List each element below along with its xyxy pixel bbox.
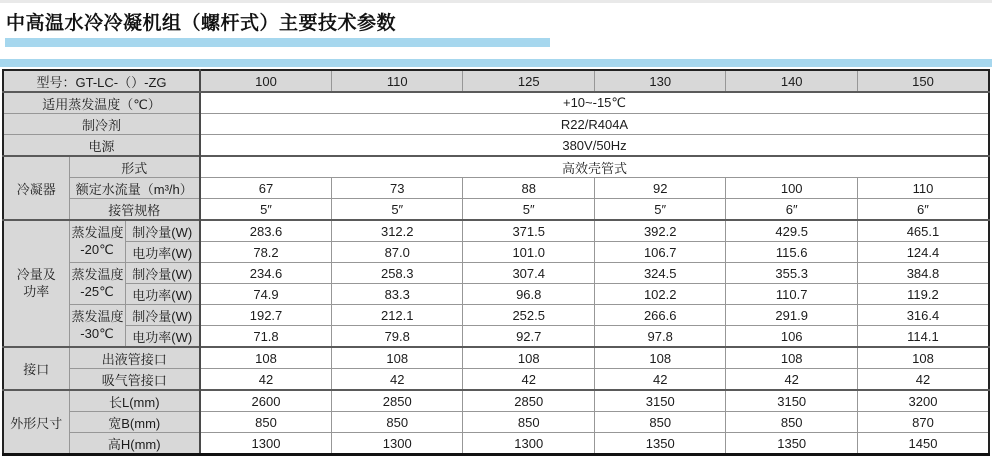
spec-label-cell: 接管规格 [69, 199, 200, 221]
spec-label-cell: 电功率(W) [125, 284, 200, 305]
spec-value-cell: 110 [857, 178, 989, 199]
spec-value-cell: 110.7 [726, 284, 857, 305]
spec-value-cell: 266.6 [594, 305, 725, 326]
spec-label-cell: 制冷剂 [3, 114, 200, 135]
spec-value-cell: 850 [332, 412, 463, 433]
spec-value-cell: 71.8 [200, 326, 331, 348]
model-col-header: 110 [332, 70, 463, 92]
spec-value-cell: 465.1 [857, 220, 989, 242]
spec-value-cell: 42 [463, 369, 594, 391]
spec-value-cell: 192.7 [200, 305, 331, 326]
evap-temp-value: -25℃ [80, 283, 114, 299]
spec-value-cell: 83.3 [332, 284, 463, 305]
spec-label-cell: 制冷量(W) [125, 305, 200, 326]
top-edge-strip [0, 0, 992, 3]
spec-value-cell: 88 [463, 178, 594, 199]
spec-value-cell: 850 [463, 412, 594, 433]
spec-value-cell: 2600 [200, 390, 331, 412]
spec-value-cell: 87.0 [332, 242, 463, 263]
evap-temp-value: -30℃ [80, 325, 114, 341]
spec-value-cell: 1300 [200, 433, 331, 455]
model-col-header: 130 [594, 70, 725, 92]
spec-value-cell: 5″ [200, 199, 331, 221]
spec-value-cell: 850 [726, 412, 857, 433]
spec-value-span: 380V/50Hz [200, 135, 989, 157]
spec-value-cell: 870 [857, 412, 989, 433]
spec-value-cell: 5″ [594, 199, 725, 221]
model-label: 型号：GT-LC-（）-ZG [3, 70, 200, 92]
spec-value-cell: 371.5 [463, 220, 594, 242]
spec-label-cell: 高H(mm) [69, 433, 200, 455]
group-label-connections: 接口 [3, 347, 69, 390]
spec-value-cell: 42 [594, 369, 725, 391]
spec-value-cell: 74.9 [200, 284, 331, 305]
spec-label-cell: 长L(mm) [69, 390, 200, 412]
evap-temp-caption: 蒸发温度 [71, 267, 124, 283]
spec-value-cell: 307.4 [463, 263, 594, 284]
evap-temp-cell [69, 305, 125, 348]
spec-value-cell: 96.8 [463, 284, 594, 305]
spec-label-cell: 适用蒸发温度（℃） [3, 92, 200, 114]
spec-value-cell: 324.5 [594, 263, 725, 284]
spec-value-cell: 355.3 [726, 263, 857, 284]
spec-value-cell: 850 [200, 412, 331, 433]
spec-value-span: 高效壳管式 [200, 156, 989, 178]
spec-value-cell: 78.2 [200, 242, 331, 263]
spec-value-cell: 42 [200, 369, 331, 391]
spec-value-cell: 106 [726, 326, 857, 348]
spec-value-cell: 73 [332, 178, 463, 199]
spec-value-cell: 252.5 [463, 305, 594, 326]
spec-label-cell: 电功率(W) [125, 242, 200, 263]
spec-value-cell: 3200 [857, 390, 989, 412]
spec-value-cell: 312.2 [332, 220, 463, 242]
spec-label-cell: 制冷量(W) [125, 220, 200, 242]
spec-value-cell: 316.4 [857, 305, 989, 326]
spec-value-cell: 42 [726, 369, 857, 391]
spec-value-cell: 3150 [594, 390, 725, 412]
spec-value-cell: 101.0 [463, 242, 594, 263]
spec-label-cell: 吸气管接口 [69, 369, 200, 391]
group-label-line: 功率 [23, 283, 50, 299]
spec-value-cell: 124.4 [857, 242, 989, 263]
spec-value-cell: 212.1 [332, 305, 463, 326]
spec-value-cell: 2850 [332, 390, 463, 412]
evap-temp-cell [69, 220, 125, 263]
spec-value-cell: 1350 [726, 433, 857, 455]
spec-label-cell: 电源 [3, 135, 200, 157]
spec-label-cell: 出液管接口 [69, 347, 200, 369]
spec-value-cell: 97.8 [594, 326, 725, 348]
section-divider-bar [0, 59, 992, 67]
spec-value-cell: 119.2 [857, 284, 989, 305]
spec-label-cell: 额定水流量（m³/h） [69, 178, 200, 199]
spec-value-cell: 3150 [726, 390, 857, 412]
spec-value-cell: 6″ [857, 199, 989, 221]
page-title: 中高温水冷冷凝机组（螺杆式）主要技术参数 [6, 13, 397, 34]
spec-value-cell: 5″ [463, 199, 594, 221]
spec-table [2, 69, 990, 456]
spec-value-cell: 92.7 [463, 326, 594, 348]
spec-value-cell: 115.6 [726, 242, 857, 263]
spec-value-cell: 429.5 [726, 220, 857, 242]
model-col-header: 125 [463, 70, 594, 92]
group-label-line: 冷量及 [16, 267, 56, 283]
spec-value-cell: 234.6 [200, 263, 331, 284]
spec-value-cell: 100 [726, 178, 857, 199]
evap-temp-value: -20℃ [80, 241, 114, 257]
model-col-header: 100 [200, 70, 331, 92]
spec-value-cell: 108 [726, 347, 857, 369]
spec-value-cell: 283.6 [200, 220, 331, 242]
spec-label-cell: 宽B(mm) [69, 412, 200, 433]
spec-value-cell: 384.8 [857, 263, 989, 284]
spec-value-cell: 1300 [332, 433, 463, 455]
spec-value-cell: 850 [594, 412, 725, 433]
title-underline-bar [5, 38, 550, 47]
spec-label-cell: 制冷量(W) [125, 263, 200, 284]
spec-value-cell: 108 [857, 347, 989, 369]
spec-value-span: +10~-15℃ [200, 92, 989, 114]
spec-label-cell: 电功率(W) [125, 326, 200, 348]
group-label-dimensions: 外形尺寸 [3, 390, 69, 455]
spec-value-span: R22/R404A [200, 114, 989, 135]
evap-temp-caption: 蒸发温度 [71, 309, 124, 325]
spec-value-cell: 1350 [594, 433, 725, 455]
evap-temp-caption: 蒸发温度 [71, 225, 124, 241]
spec-value-cell: 42 [332, 369, 463, 391]
spec-value-cell: 79.8 [332, 326, 463, 348]
spec-value-cell: 392.2 [594, 220, 725, 242]
spec-value-cell: 108 [594, 347, 725, 369]
spec-value-cell: 108 [332, 347, 463, 369]
spec-value-cell: 6″ [726, 199, 857, 221]
spec-value-cell: 67 [200, 178, 331, 199]
spec-value-cell: 92 [594, 178, 725, 199]
spec-value-cell: 5″ [332, 199, 463, 221]
spec-value-cell: 1300 [463, 433, 594, 455]
spec-value-cell: 106.7 [594, 242, 725, 263]
spec-value-cell: 2850 [463, 390, 594, 412]
spec-value-cell: 1450 [857, 433, 989, 455]
spec-value-cell: 114.1 [857, 326, 989, 348]
model-col-header: 140 [726, 70, 857, 92]
spec-value-cell: 291.9 [726, 305, 857, 326]
spec-value-cell: 108 [200, 347, 331, 369]
spec-value-cell: 108 [463, 347, 594, 369]
group-label-condenser: 冷凝器 [3, 156, 69, 220]
spec-label-cell: 形式 [69, 156, 200, 178]
model-col-header: 150 [857, 70, 989, 92]
group-label-capacity [3, 220, 69, 347]
spec-value-cell: 102.2 [594, 284, 725, 305]
spec-value-cell: 258.3 [332, 263, 463, 284]
evap-temp-cell [69, 263, 125, 305]
spec-value-cell: 42 [857, 369, 989, 391]
